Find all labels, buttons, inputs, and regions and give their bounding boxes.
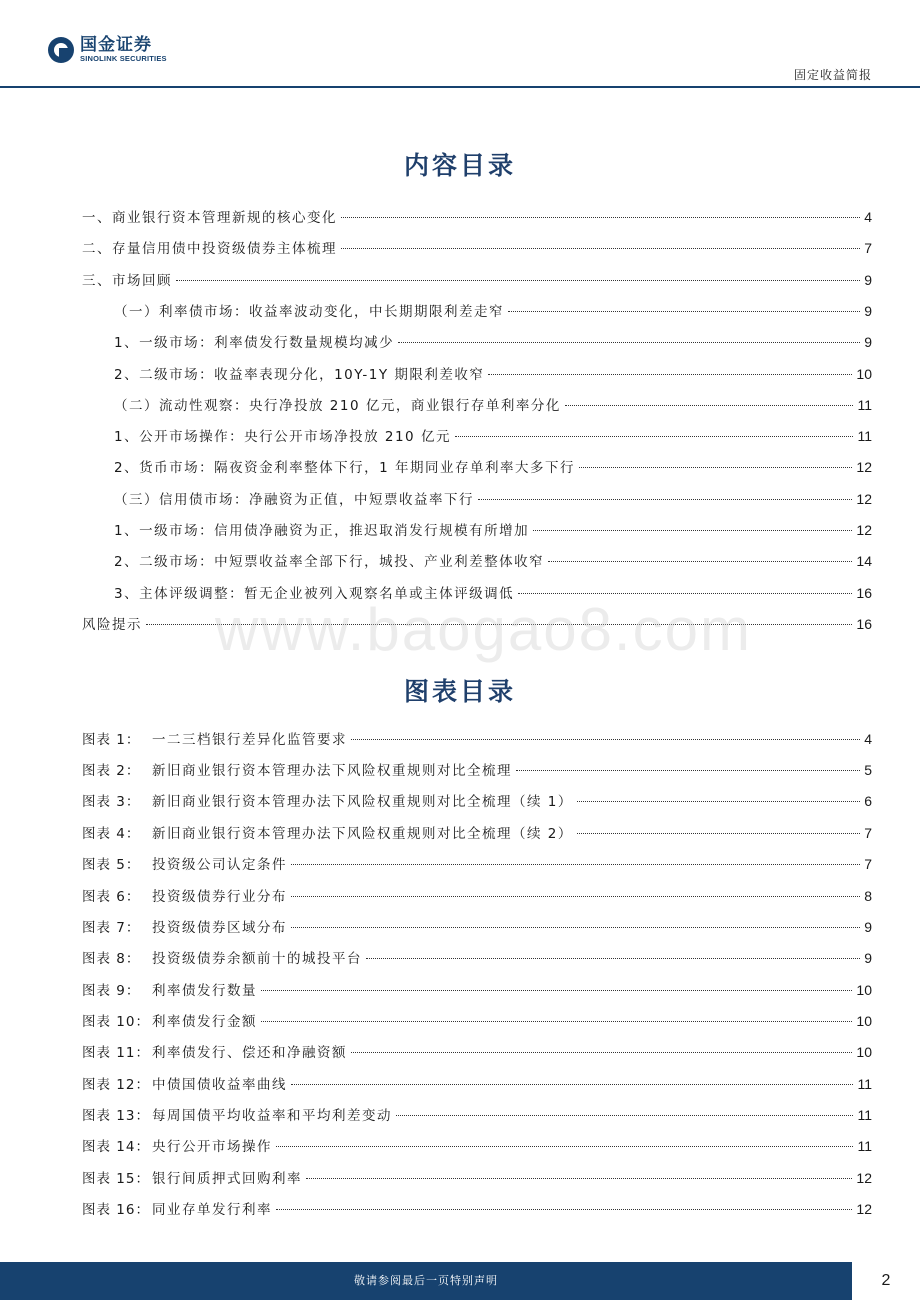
- toc-entry-label: （二）流动性观察：央行净投放 210 亿元，商业银行存单利率分化: [114, 398, 561, 414]
- dot-leader: [396, 1115, 853, 1116]
- logo-en: SINOLINK SECURITIES: [80, 54, 167, 63]
- toc-entry[interactable]: [114, 301, 872, 321]
- figure-number: 图表 5：: [82, 857, 141, 873]
- toc-entry[interactable]: [114, 551, 872, 571]
- toc-entry-page: 12: [856, 491, 872, 507]
- figure-entry[interactable]: [82, 1105, 872, 1125]
- dot-leader: [306, 1178, 852, 1179]
- toc-entry[interactable]: [82, 238, 872, 258]
- figure-entry[interactable]: [82, 1136, 872, 1156]
- toc-entry-label: 三、市场回顾: [82, 273, 172, 289]
- toc-entry-label: 2、货币市场：隔夜资金利率整体下行，1 年期同业存单利率大多下行: [114, 460, 575, 476]
- page-number: 2: [881, 1272, 891, 1289]
- figure-entry[interactable]: [82, 729, 872, 749]
- figure-number: 图表 11：: [82, 1045, 150, 1061]
- figure-page: 8: [864, 888, 872, 904]
- dot-leader: [261, 990, 852, 991]
- toc-entry-page: 12: [856, 522, 872, 538]
- dot-leader: [351, 1052, 852, 1053]
- toc-entry-label: 风险提示: [82, 617, 142, 633]
- figure-page: 10: [856, 982, 872, 998]
- figure-page: 4: [864, 731, 872, 747]
- dot-leader: [366, 958, 860, 959]
- toc-entry[interactable]: [114, 395, 872, 415]
- toc-entry-page: 12: [856, 459, 872, 475]
- dot-leader: [548, 561, 852, 562]
- toc-entry[interactable]: [114, 489, 872, 509]
- dot-leader: [261, 1021, 852, 1022]
- figure-number: 图表 13：: [82, 1108, 150, 1124]
- toc-entry-label: 2、二级市场：中短票收益率全部下行，城投、产业利差整体收窄: [114, 554, 545, 570]
- toc-entry-label: 1、一级市场：利率债发行数量规模均减少: [114, 335, 395, 351]
- logo-text: [80, 36, 167, 63]
- figure-number: 图表 2：: [82, 763, 141, 779]
- figure-number: 图表 8：: [82, 951, 141, 967]
- dot-leader: [341, 248, 860, 249]
- figure-page: 7: [864, 825, 872, 841]
- toc-entry[interactable]: [82, 207, 872, 227]
- figure-page: 9: [864, 950, 872, 966]
- toc-entry-page: 11: [857, 397, 872, 413]
- figure-entry[interactable]: [82, 1168, 872, 1188]
- dot-leader: [579, 467, 852, 468]
- dot-leader: [478, 499, 852, 500]
- dot-leader: [291, 864, 860, 865]
- page-footer: [0, 1262, 920, 1302]
- figure-page: 12: [856, 1170, 872, 1186]
- figure-entry[interactable]: [82, 1074, 872, 1094]
- figure-label: 新旧商业银行资本管理办法下风险权重规则对比全梳理（续 1）: [152, 794, 573, 810]
- dot-leader: [577, 833, 860, 834]
- dot-leader: [176, 280, 860, 281]
- figure-entry[interactable]: [82, 1042, 872, 1062]
- toc-entry[interactable]: [114, 520, 872, 540]
- dot-leader: [341, 217, 860, 218]
- toc-entry-page: 11: [857, 428, 872, 444]
- figure-label: 一二三档银行差异化监管要求: [152, 732, 347, 748]
- dot-leader: [351, 739, 860, 740]
- toc-entry[interactable]: [114, 457, 872, 477]
- figure-entry[interactable]: [82, 1011, 872, 1031]
- figure-entry[interactable]: [82, 823, 872, 843]
- toc-entry-page: 9: [864, 272, 872, 288]
- dot-leader: [455, 436, 854, 437]
- dot-leader: [276, 1146, 853, 1147]
- figure-entry[interactable]: [82, 854, 872, 874]
- dot-leader: [508, 311, 860, 312]
- figure-label: 银行间质押式回购利率: [152, 1171, 302, 1187]
- watermark: www.baogao8.com: [215, 596, 752, 663]
- toc-entry-page: 9: [864, 303, 872, 319]
- figure-number: 图表 4：: [82, 826, 141, 842]
- figure-label: 投资级债券余额前十的城投平台: [152, 951, 362, 967]
- toc-entry-page: 9: [864, 334, 872, 350]
- figure-label: 中债国债收益率曲线: [152, 1077, 287, 1093]
- figure-label: 投资级债券行业分布: [152, 889, 287, 905]
- toc-entry-page: 16: [856, 585, 872, 601]
- footer-disclaimer: 敬请参阅最后一页特别声明: [354, 1274, 498, 1287]
- figure-number: 图表 7：: [82, 920, 141, 936]
- dot-leader: [533, 530, 852, 531]
- toc-entry-label: 1、公开市场操作：央行公开市场净投放 210 亿元: [114, 429, 451, 445]
- figure-entry[interactable]: [82, 948, 872, 968]
- figure-label: 央行公开市场操作: [152, 1139, 272, 1155]
- figure-list-title: 图表目录: [403, 677, 516, 706]
- dot-leader: [518, 593, 852, 594]
- dot-leader: [146, 624, 852, 625]
- figure-label: 新旧商业银行资本管理办法下风险权重规则对比全梳理（续 2）: [152, 826, 573, 842]
- figure-number: 图表 10：: [82, 1014, 150, 1030]
- toc-entry-label: 3、主体评级调整：暂无企业被列入观察名单或主体评级调低: [114, 586, 515, 602]
- header-divider: [0, 86, 920, 88]
- figure-entry[interactable]: [82, 886, 872, 906]
- toc-title: 内容目录: [403, 151, 516, 180]
- toc-entry-page: 7: [864, 240, 872, 256]
- figure-number: 图表 16：: [82, 1202, 150, 1218]
- dot-leader: [488, 374, 852, 375]
- dot-leader: [577, 801, 860, 802]
- toc-entry-page: 4: [864, 209, 872, 225]
- toc-entry[interactable]: [114, 364, 872, 384]
- logo-cn: 国金证券: [80, 35, 152, 55]
- figure-entry[interactable]: [82, 917, 872, 937]
- figure-label: 每周国债平均收益率和平均利差变动: [152, 1108, 392, 1124]
- figure-label: 同业存单发行利率: [152, 1202, 272, 1218]
- figure-number: 图表 9：: [82, 983, 141, 999]
- figure-entry[interactable]: [82, 760, 872, 780]
- figure-page: 11: [857, 1138, 872, 1154]
- toc-entry-page: 14: [856, 553, 872, 569]
- figure-number: 图表 6：: [82, 889, 141, 905]
- toc-entry-label: （一）利率债市场：收益率波动变化，中长期期限利差走窄: [114, 304, 504, 320]
- toc-entry-label: 1、一级市场：信用债净融资为正，推迟取消发行规模有所增加: [114, 523, 530, 539]
- toc-entry-label: 2、二级市场：收益率表现分化，10Y-1Y 期限利差收窄: [114, 367, 485, 383]
- figure-page: 12: [856, 1201, 872, 1217]
- figure-entry[interactable]: [82, 791, 872, 811]
- figure-number: 图表 3：: [82, 794, 141, 810]
- figure-number: 图表 12：: [82, 1077, 150, 1093]
- toc-entry[interactable]: [114, 583, 872, 603]
- toc-entry-label: 二、存量信用债中投资级债券主体梳理: [82, 241, 337, 257]
- figure-label: 利率债发行数量: [152, 983, 257, 999]
- figure-page: 7: [864, 856, 872, 872]
- figure-page: 5: [864, 762, 872, 778]
- toc-entry-page: 10: [856, 366, 872, 382]
- toc-entry[interactable]: [114, 332, 872, 352]
- company-logo: [48, 36, 167, 63]
- dot-leader: [291, 896, 860, 897]
- figure-entry[interactable]: [82, 980, 872, 1000]
- dot-leader: [565, 405, 854, 406]
- dot-leader: [398, 342, 860, 343]
- figure-label: 新旧商业银行资本管理办法下风险权重规则对比全梳理: [152, 763, 512, 779]
- figure-number: 图表 1：: [82, 732, 141, 748]
- dot-leader: [516, 770, 860, 771]
- figure-label: 投资级公司认定条件: [152, 857, 287, 873]
- figure-entry[interactable]: [82, 1199, 872, 1219]
- dot-leader: [291, 927, 860, 928]
- dot-leader: [276, 1209, 852, 1210]
- figure-label: 利率债发行、偿还和净融资额: [152, 1045, 347, 1061]
- figure-number: 图表 14：: [82, 1139, 150, 1155]
- toc-entry[interactable]: [114, 426, 872, 446]
- page-header: [0, 0, 920, 90]
- figure-page: 10: [856, 1044, 872, 1060]
- figure-page: 10: [856, 1013, 872, 1029]
- logo-mark-icon: [48, 37, 74, 63]
- figure-number: 图表 15：: [82, 1171, 150, 1187]
- figure-page: 11: [857, 1107, 872, 1123]
- figure-page: 9: [864, 919, 872, 935]
- figure-label: 投资级债券区域分布: [152, 920, 287, 936]
- figure-label: 利率债发行金额: [152, 1014, 257, 1030]
- dot-leader: [291, 1084, 853, 1085]
- toc-entry-label: （三）信用债市场：净融资为正值，中短票收益率下行: [114, 492, 474, 508]
- toc-entry[interactable]: [82, 270, 872, 290]
- toc-entry-page: 16: [856, 616, 872, 632]
- report-type: 固定收益简报: [793, 68, 872, 82]
- figure-page: 11: [857, 1076, 872, 1092]
- toc-entry[interactable]: [82, 614, 872, 634]
- figure-page: 6: [864, 793, 872, 809]
- toc-entry-label: 一、商业银行资本管理新规的核心变化: [82, 210, 337, 226]
